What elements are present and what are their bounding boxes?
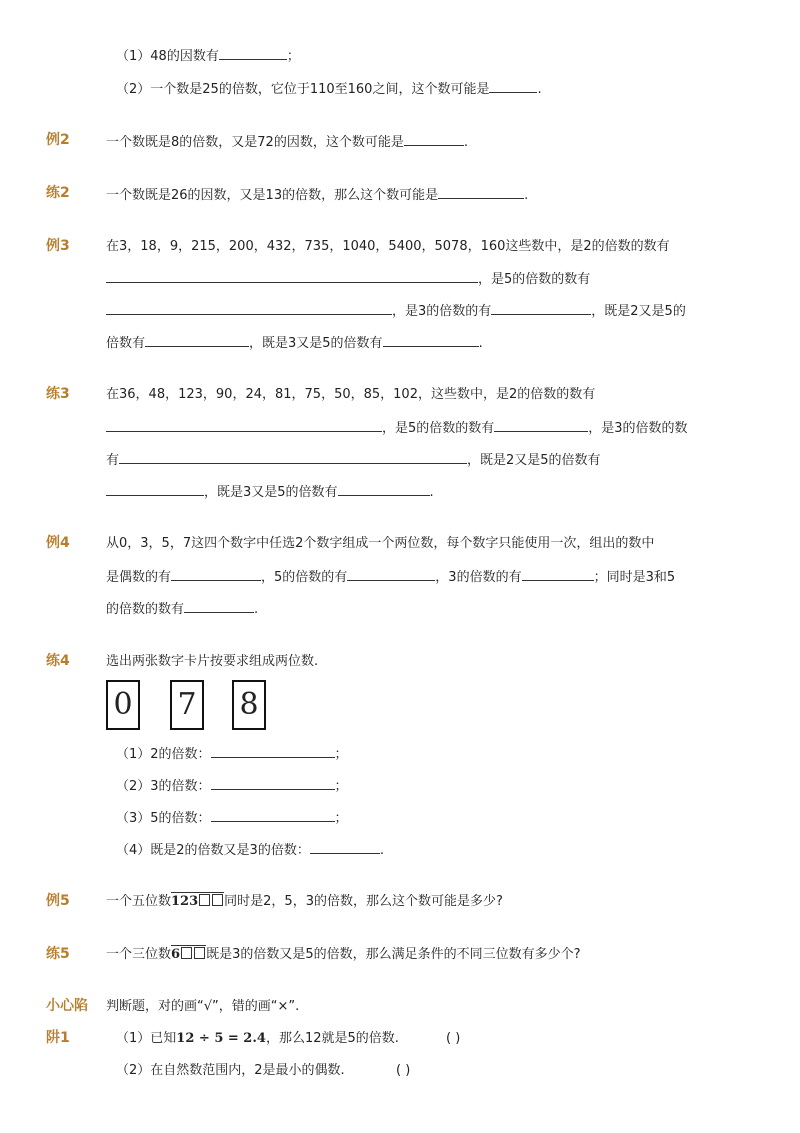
number-card-8[interactable]: 8 [232,680,266,730]
overlined-number [171,892,224,909]
punct: . [254,602,259,617]
punct: ； [286,49,300,64]
question-text: ，既是3又是5的倍数有 [249,336,383,351]
question-text: 既是3的倍数又是5的倍数，那么满足条件的不同三位数有多少个? [206,947,581,962]
answer-blank[interactable] [310,840,380,854]
question-text: （2）一个数是25的倍数，它位于110至160之间，这个数可能是 [116,82,490,97]
trap-q2-answer-paren[interactable]: ( ) [396,1063,411,1078]
punct: ； [334,747,348,762]
number-digits: 123 [171,894,199,909]
example-4-label: 例4 [46,535,70,551]
answer-blank[interactable] [145,333,249,347]
punct: . [524,188,529,203]
question-text: （1）48的因数有 [116,49,219,64]
answer-blank[interactable] [184,599,254,613]
punct: . [537,82,542,97]
practice-3-line-2 [106,418,688,438]
overlined-number [171,945,206,962]
example-3-line-1: 在3，18，9，215，200，432，735，1040，5400，5078，160这些数中，是2的倍数的数有 [106,239,670,254]
math-expression: 12 ÷ 5 = 2.4 [176,1031,266,1046]
blank-digit-box [194,947,205,959]
question-text: ，既是3又是5的倍数有 [204,485,338,500]
example-4-line-1: 从0，3，5，7这四个数字中任选2个数字组成一个两位数，每个数字只能使用一次，组出的数中 [106,536,655,551]
answer-blank[interactable] [347,567,435,581]
example-2-label: 例2 [46,132,70,148]
question-text: 是偶数的有 [106,570,172,585]
answer-blank[interactable] [171,567,261,581]
question-text: 一个数既是8的倍数，又是72的因数，这个数可能是 [106,135,404,150]
practice-3-line-3 [106,450,601,470]
practice-5-label: 练5 [46,946,70,962]
trap-q1-answer-paren[interactable]: ( ) [446,1031,461,1046]
answer-blank[interactable] [106,418,382,432]
answer-blank[interactable] [211,776,335,790]
answer-blank[interactable] [494,418,588,432]
practice-5-text [106,946,581,964]
question-text: （2）3的倍数： [116,779,211,794]
question-text: ，既是2又是5的 [591,304,686,319]
question-text: ；同时是3和5 [593,570,676,585]
question-text: （1）2的倍数： [116,747,211,762]
question-text: 有 [106,453,120,468]
practice-4-intro: 选出两张数字卡片按要求组成两位数. [106,654,319,669]
blank-digit-box [181,947,192,959]
practice-3-label: 练3 [46,386,70,402]
example-3-line-2 [106,269,590,289]
question-text: ，那么12就是5的倍数. [265,1031,399,1046]
practice-4-label: 练4 [46,653,70,669]
answer-blank[interactable] [438,185,524,199]
punct: . [463,135,468,150]
trap-label-2: 阱1 [46,1030,70,1046]
trap-q1 [116,1030,399,1048]
punct: . [429,485,434,500]
answer-blank[interactable] [219,46,287,60]
example-3-line-4 [106,333,483,353]
number-card-7[interactable]: 7 [170,680,204,730]
punct: ； [334,779,348,794]
blank-digit-box [212,894,223,906]
example-5-label: 例5 [46,893,70,909]
top-question-2 [116,79,542,99]
question-text: ，是5的倍数的数有 [382,421,495,436]
blank-digit-box [199,894,210,906]
example-3-line-3 [106,301,686,321]
trap-label: 小心陷 [46,998,88,1014]
practice-3-line-1: 在36，48，123，90，24，81，75，50，85，102，这些数中，是2的倍数的数有 [106,387,596,402]
practice-3-line-4 [106,482,434,502]
answer-blank[interactable] [211,808,335,822]
trap-q2: （2）在自然数范围内，2是最小的偶数. [116,1063,345,1078]
answer-blank[interactable] [106,269,478,283]
question-text: ，是3的倍数的数 [588,421,688,436]
answer-blank[interactable] [106,301,392,315]
number-digits: 6 [171,947,181,962]
question-text: （4）既是2的倍数又是3的倍数： [116,843,310,858]
answer-blank[interactable] [491,301,591,315]
practice-4-q1 [116,744,348,764]
question-text: （1）已知 [116,1031,177,1046]
practice-2-label: 练2 [46,185,70,201]
punct: ； [334,811,348,826]
question-text: 一个三位数 [106,947,172,962]
example-4-line-3 [106,599,258,619]
answer-blank[interactable] [211,744,335,758]
trap-instruction: 判断题，对的画“√”，错的画“×”. [106,999,300,1014]
question-text: ，是3的倍数的有 [392,304,492,319]
question-text: ，3的倍数的有 [435,570,522,585]
answer-blank[interactable] [106,482,204,496]
answer-blank[interactable] [522,567,594,581]
question-text: ，既是2又是5的倍数有 [467,453,601,468]
answer-blank[interactable] [404,132,464,146]
question-text: 同时是2，5，3的倍数，那么这个数可能是多少? [224,894,503,909]
question-text: 一个数既是26的因数，又是13的倍数，那么这个数可能是 [106,188,439,203]
question-text: ，5的倍数的有 [261,570,348,585]
question-text: 的倍数的数有 [106,602,185,617]
example-3-label: 例3 [46,238,70,254]
practice-4-q3 [116,808,348,828]
top-question-1 [116,46,300,66]
answer-blank[interactable] [489,79,537,93]
answer-blank[interactable] [119,450,467,464]
answer-blank[interactable] [383,333,479,347]
number-card-0[interactable]: 0 [106,680,140,730]
question-text: 一个五位数 [106,894,172,909]
practice-2-text [106,185,528,205]
punct: . [478,336,483,351]
example-5-text [106,893,503,911]
example-4-line-2 [106,567,675,587]
practice-4-q2 [116,776,348,796]
example-2-text [106,132,468,152]
practice-4-q4 [116,840,384,860]
question-text: （3）5的倍数： [116,811,211,826]
answer-blank[interactable] [338,482,430,496]
question-text: 倍数有 [106,336,146,351]
question-text: ，是5的倍数的数有 [478,272,591,287]
punct: . [379,843,384,858]
